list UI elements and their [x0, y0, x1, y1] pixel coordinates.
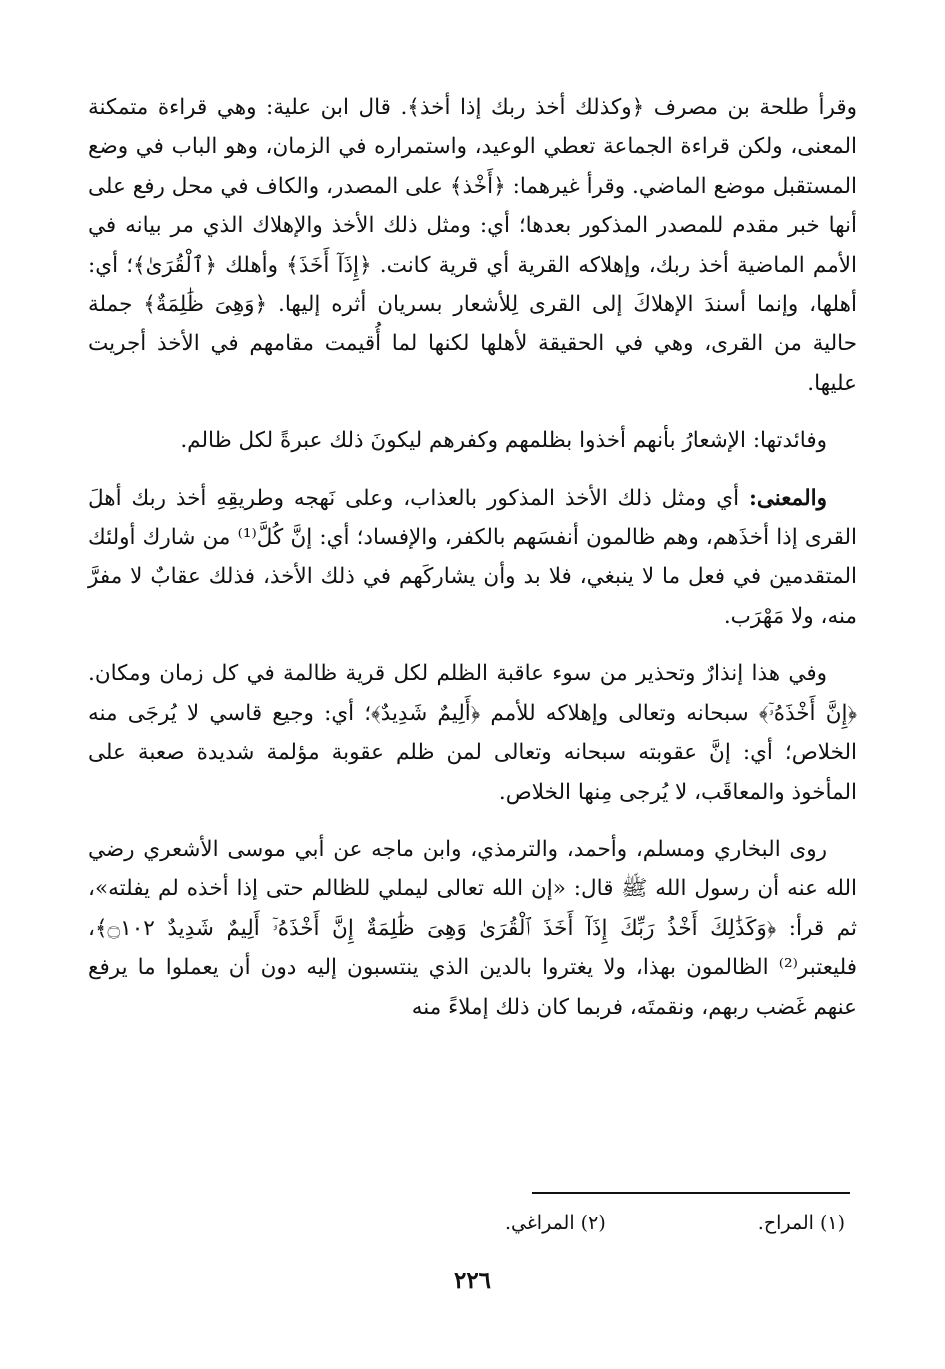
- page-body: [88, 88, 857, 1045]
- paragraph-3: [88, 479, 857, 637]
- paragraph-text: وفي هذا إنذارٌ وتحذير من سوء عاقبة الظلم لكل قرية ظالمة في كل زمان ومكان. ﴿إِنَّ أَخْذَهُۥٓ﴾ سبحانه وتعالى وإهلاكه للأمم ﴿أَلِيمٌ شَدِيدٌ﴾؛ أي: وجيع قاسي لا يُرجَى منه الخلاص؛ أي: إنَّ عقوبته سبحانه وتعالى لمن ظلم عقوبة مؤلمة شديدة صعبة على المأخوذ والمعاقَب، لا يُرجى مِنها الخلاص.: [88, 661, 857, 805]
- paragraph-4: [88, 654, 857, 812]
- paragraph-2: [88, 421, 857, 460]
- paragraph-lead: والمعنى:: [748, 485, 827, 511]
- paragraph-text: وفائدتها: الإشعارُ بأنهم أخذوا بظلمهم وكفرهم ليكونَ ذلك عبرةً لكل ظالم.: [180, 428, 827, 454]
- paragraph-1: [88, 88, 857, 403]
- paragraph-text: روى البخاري ومسلم، وأحمد، والترمذي، وابن ماجه عن أبي موسى الأشعري رضي الله عنه أن رسول الله ﷺ قال: «إن الله تعالى ليملي للظالم حتى إذا أخذه لم يفلته»، ثم قرأ: ﴿وَكَذَٰلِكَ أَخْذُ رَبِّكَ إِذَآ أَخَذَ ٱلْقُرَىٰ وَهِىَ ظَٰلِمَةٌ إِنَّ أَخْذَهُۥٓ أَلِيمٌ شَدِيدٌ ۝١٠٢﴾، فليعتبر⁽²⁾ الظالمون بهذا، ولا يغتروا بالدين الذي ينتسبون إليه دون أن يعملوا ما يرفع عنهم غَضب ربهم، ونقمتَه، فربما كان ذلك إملاءً منه: [88, 836, 857, 1020]
- paragraph-text: أي ومثل ذلك الأخذ المذكور بالعذاب، وعلى نَهجه وطريقِهِ أخذ ربك أهلَ القرى إذا أخذَهم، وهم ظالمون أنفسَهم بالكفر، والإفساد؛ أي: إنَّ كُلَّ⁽¹⁾ من شارك أولئك المتقدمين في فعل ما لا ينبغي، فلا بد وأن يشاركَهم في ذلك الأخذ، فذلك عقابٌ لا مفرَّ منه، ولا مَهْرَب.: [88, 485, 857, 629]
- footnote-2: (٢) المراغي.: [505, 1212, 606, 1234]
- page-number: ٢٢٦: [453, 1267, 492, 1294]
- paragraph-5: [88, 830, 857, 1027]
- footnote-divider: [532, 1192, 850, 1194]
- paragraph-text: وقرأ طلحة بن مصرف ﴿وكذلك أخذ ربك إذا أخذ﴾. قال ابن علية: وهي قراءة متمكنة المعنى، ولكن قراءة الجماعة تعطي الوعيد، واستمراره في الزمان، وهو الباب في وضع المستقبل موضع الماضي. وقرأ غيرهما: ﴿أَخْذ﴾ على المصدر، والكاف في محل رفع على أنها خبر مقدم للمصدر المذكور بعدها؛ أي: ومثل ذلك الأخذ والإهلاك الذي مر بيانه في الأمم الماضية أخذ ربك، وإهلاكه القرية أي قرية كانت. ﴿إِذَآ أَخَذَ﴾ وأهلك ﴿ٱلْقُرَىٰ﴾؛ أي: أهلها، وإنما أسندَ الإهلاكَ إلى القرى لِلأشعار بسريان أثره إليها. ﴿وَهِىَ ظَٰلِمَةٌ﴾ جملة حالية من القرى، وهي في الحقيقة لأهلها لكنها لما أُقيمت مقامهم في الأخذ أجريت عليها.: [88, 95, 857, 396]
- footnotes: [245, 1208, 845, 1238]
- footnote-1: (١) المراح.: [757, 1212, 845, 1234]
